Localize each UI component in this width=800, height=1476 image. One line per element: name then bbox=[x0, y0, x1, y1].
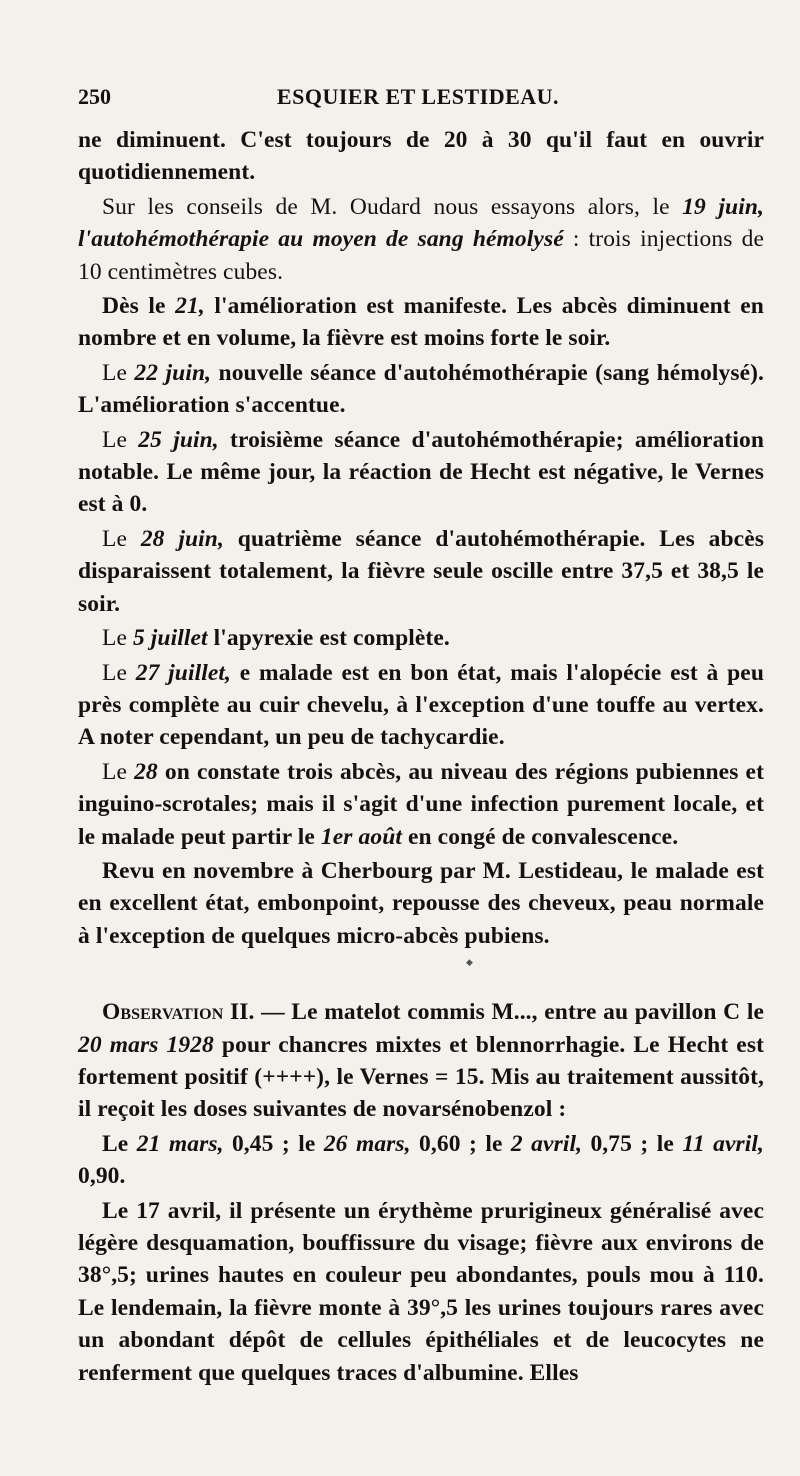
text-run: : trois injections de 10 centimètres cubes. bbox=[78, 226, 764, 285]
text-run: 0,75 ; le bbox=[582, 1130, 683, 1157]
text-run: 0,45 ; le bbox=[223, 1130, 324, 1157]
italic-text: 20 mars 1928 bbox=[78, 1031, 214, 1058]
italic-text: 11 avril, bbox=[682, 1130, 765, 1157]
paragraph bbox=[78, 1128, 764, 1193]
italic-text: 19 juin, l'autohémothérapie au moyen de sang hémolysé bbox=[78, 193, 765, 253]
paragraph bbox=[78, 290, 764, 355]
italic-text: 26 mars, bbox=[323, 1130, 411, 1157]
text-run: on constate trois abcès, au niveau des régions pubiennes et inguino-scrotales; mais il s'agit d'une infection purement locale, et le malade peut partir le bbox=[78, 758, 764, 850]
text-run: pour chancres mixtes et blennorrhagie. Le Hecht est fortement positif (++++), le Vernes = 15. Mis au traitement aussitôt, il reçoit les doses suivantes de novarsénobenzol : bbox=[78, 1031, 764, 1123]
italic-text: 28 bbox=[134, 758, 158, 785]
text-run: ne diminuent. C'est toujours de 20 à 30 qu'il faut en ouvrir quotidiennement. bbox=[78, 127, 764, 186]
paragraph bbox=[78, 996, 764, 1126]
body-text bbox=[78, 124, 764, 1391]
text-run: Le bbox=[102, 426, 139, 453]
italic-text: 1er août bbox=[320, 823, 403, 850]
text-run: Le bbox=[102, 625, 133, 652]
text-run: Le bbox=[102, 758, 135, 785]
text-run: Le bbox=[102, 359, 135, 386]
text-run: Dès le bbox=[102, 293, 176, 320]
page-header bbox=[78, 84, 758, 116]
text-run: Le bbox=[102, 659, 136, 686]
text-run: e malade est en bon état, mais l'alopécie est à peu près complète au cuir chevelu, à l'exception d'une touffe au vertex. A noter cependant, un peu de tachycardie. bbox=[78, 659, 764, 751]
text-run: nouvelle séance d'autohémothérapie (sang hémolysé). L'amélioration s'accentue. bbox=[78, 359, 764, 419]
text-run: Sur les conseils de M. Oudard nous essayons alors, le bbox=[102, 193, 683, 220]
italic-text: 21, bbox=[175, 293, 205, 320]
paragraph bbox=[78, 855, 764, 952]
italic-text: 5 juillet bbox=[132, 625, 208, 652]
paragraph bbox=[78, 124, 764, 189]
text-run: en congé de convalescence. bbox=[402, 823, 679, 850]
text-run: 0,60 ; le bbox=[410, 1130, 511, 1157]
italic-text: 21 mars, bbox=[136, 1130, 224, 1157]
running-title: ESQUIER ET LESTIDEAU. bbox=[276, 84, 560, 109]
paragraph bbox=[78, 191, 764, 288]
paragraph bbox=[78, 523, 764, 620]
text-run: Revu en novembre à Cherbourg par M. Lestideau, le malade est en excellent état, embonpoint, repousse des cheveux, peau normale à l'exception de quelques micro-abcès pubiens. bbox=[78, 857, 764, 949]
paragraph bbox=[78, 657, 764, 754]
paragraph bbox=[78, 756, 764, 853]
text-run: quatrième séance d'autohémothérapie. Les abcès disparaissent totalement, la fièvre seule oscille entre 37,5 et 38,5 le soir. bbox=[78, 525, 764, 617]
italic-text: 22 juin, bbox=[134, 359, 212, 386]
paragraph bbox=[78, 1195, 764, 1389]
paragraph bbox=[78, 424, 764, 521]
text-run: Le 17 avril, il présente un érythème prurigineux généralisé avec légère desquamation, bouffissure du visage; fièvre aux environs de 38°,5; urines hautes en couleur peu abondantes, pouls mou à 110. Le lendemain, la fièvre monte à 39°,5 les urines toujours rares avec un abondant dépôt de cellules épithéliales et de leucocytes ne renferment que quelques traces d'albumine. Elles bbox=[78, 1197, 764, 1386]
italic-text: 27 juillet, bbox=[135, 659, 231, 686]
paragraph bbox=[78, 357, 764, 422]
text-run: Le bbox=[102, 525, 141, 552]
text-run: troisième séance d'autohémothérapie; amélioration notable. Le même jour, la réaction de Hecht est négative, le Vernes est à 0. bbox=[78, 426, 764, 518]
italic-text: 2 avril, bbox=[510, 1130, 583, 1157]
italic-text: 25 juin, bbox=[138, 426, 219, 453]
text-run: l'amélioration est manifeste. Les abcès diminuent en nombre et en volume, la fièvre est moins forte le soir. bbox=[78, 293, 764, 352]
italic-text: 28 juin, bbox=[140, 525, 224, 552]
text-run: — Le matelot commis M..., entre au pavillon C le bbox=[254, 999, 765, 1026]
section-heading: Observation II. bbox=[102, 999, 255, 1026]
page-number: 250 bbox=[78, 84, 111, 109]
text-run: Le bbox=[102, 1130, 137, 1157]
paragraph bbox=[78, 622, 764, 654]
text-run: l'apyrexie est complète. bbox=[207, 625, 450, 652]
text-run: 0,90. bbox=[78, 1163, 126, 1190]
section-ornament: ◆ bbox=[466, 958, 473, 968]
